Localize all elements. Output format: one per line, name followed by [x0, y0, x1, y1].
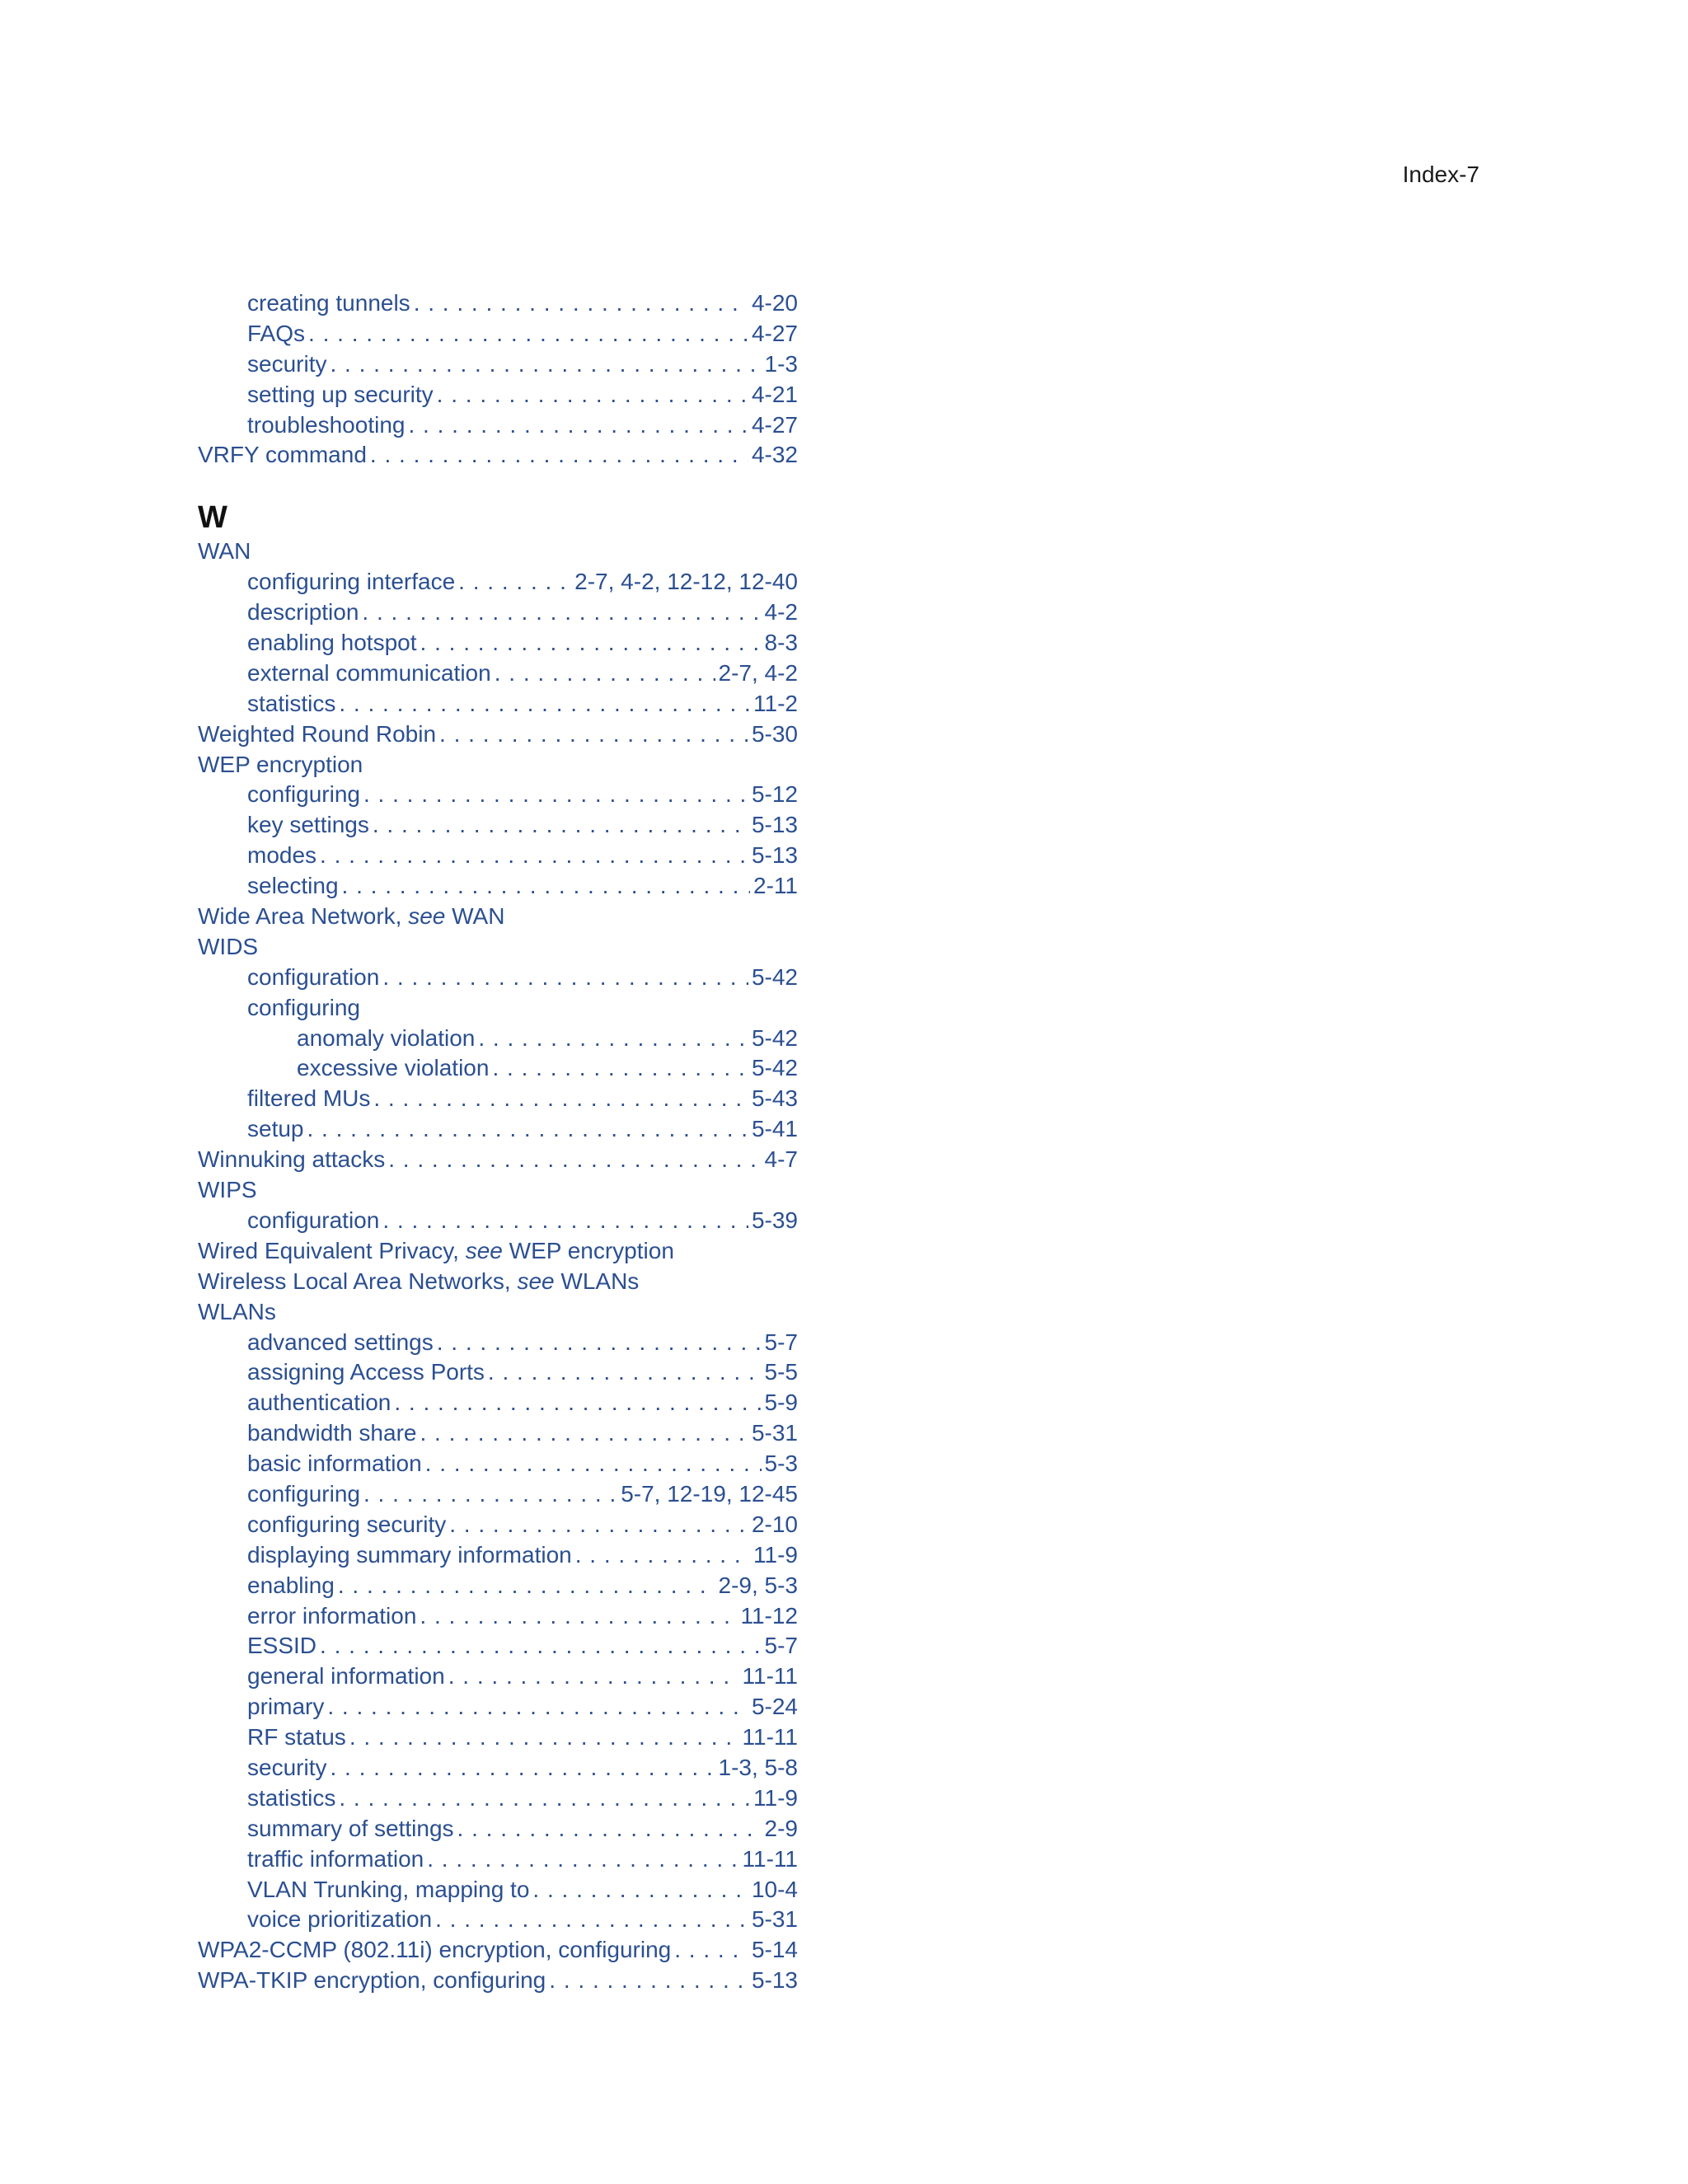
page-reference: 5-24	[751, 1694, 798, 1720]
index-entry	[198, 1357, 798, 1388]
dot-leader	[394, 1388, 761, 1418]
index-term	[247, 810, 369, 841]
page-reference: 10-4	[751, 1876, 798, 1902]
page-reference: 4-32	[751, 442, 798, 468]
index-term	[247, 1661, 445, 1692]
index-term-text: FAQs	[247, 320, 306, 346]
dot-leader	[339, 1783, 750, 1814]
index-term	[247, 871, 339, 902]
dot-leader	[362, 598, 761, 628]
index-term	[247, 1601, 416, 1632]
index-term-text: security	[247, 350, 327, 377]
index-entry	[198, 628, 798, 658]
page-reference: 1-3, 5-8	[718, 1754, 798, 1780]
index-entry	[198, 1631, 798, 1661]
index-term	[297, 1053, 489, 1084]
index-entry	[198, 1175, 798, 1206]
see-reference: see	[408, 903, 446, 930]
index-entry	[198, 719, 798, 750]
dot-leader	[420, 628, 762, 658]
index-term-text: WPA-TKIP encryption, configuring	[198, 1967, 546, 1994]
dot-leader	[492, 1053, 748, 1084]
index-term	[247, 288, 410, 319]
index-term-text: enabling	[247, 1572, 335, 1598]
index-entry	[198, 871, 798, 902]
index-entry	[198, 380, 798, 410]
index-term	[198, 1175, 257, 1206]
index-term-text: RF status	[247, 1724, 346, 1750]
page-reference: 2-11	[753, 873, 798, 899]
page-reference: 4-27	[751, 320, 798, 346]
index-entry	[198, 1418, 798, 1449]
index-entry	[198, 1905, 798, 1935]
index-entry	[198, 1297, 798, 1328]
index-term	[247, 1875, 529, 1905]
index-term-text: description	[247, 599, 359, 626]
dot-leader	[427, 1844, 738, 1875]
page-reference: 5-31	[751, 1906, 798, 1933]
dot-leader	[308, 319, 748, 349]
page-reference: 5-13	[751, 842, 798, 869]
index-term	[247, 1114, 304, 1145]
page-reference: 5-3	[764, 1451, 798, 1477]
index-entry	[198, 810, 798, 841]
index-term-text: WIDS	[198, 933, 259, 959]
index-term-text: external communication	[247, 659, 491, 686]
index-term	[247, 1540, 572, 1571]
index-term-text: Weighted Round Robin	[198, 720, 437, 747]
index-term-text: configuring	[247, 994, 360, 1020]
dot-leader	[373, 810, 748, 841]
index-term	[247, 598, 359, 628]
dot-leader	[342, 871, 751, 902]
dot-leader	[408, 410, 748, 441]
index-term-text: creating tunnels	[247, 290, 410, 316]
dot-leader	[575, 1540, 750, 1571]
index-term-text: troubleshooting	[247, 411, 406, 438]
dot-leader	[674, 1935, 748, 1966]
index-letter-heading: W	[198, 500, 227, 536]
index-entry	[198, 1114, 798, 1145]
index-term	[247, 628, 417, 658]
page-reference: 11-9	[753, 1784, 798, 1811]
index-term-text: anomaly violation	[297, 1024, 476, 1051]
index-entry	[198, 1692, 798, 1722]
index-term	[198, 1145, 385, 1175]
index-term-text: statistics	[247, 1784, 336, 1811]
index-entry	[198, 689, 798, 719]
index-term	[247, 1571, 335, 1601]
index-term-text: security	[247, 1754, 327, 1780]
see-reference: see	[465, 1237, 503, 1263]
index-entry	[198, 658, 798, 689]
index-term-text: selecting	[247, 873, 339, 899]
dot-leader	[437, 380, 748, 410]
page-reference: 4-27	[751, 411, 798, 438]
index-term	[247, 1814, 454, 1844]
index-term	[247, 1844, 424, 1875]
dot-leader	[388, 1145, 761, 1175]
page-reference: 1-3	[764, 350, 798, 377]
index-entry	[198, 349, 798, 380]
index-entry	[198, 1053, 798, 1084]
page-reference: 11-9	[753, 1541, 798, 1568]
page-reference: 4-21	[751, 381, 798, 407]
index-term	[247, 1783, 335, 1814]
index-term	[247, 1631, 316, 1661]
dot-leader	[330, 349, 761, 380]
index-term	[247, 1388, 391, 1418]
index-entry	[198, 1540, 798, 1571]
index-entry	[198, 1783, 798, 1814]
dot-leader	[414, 288, 748, 319]
index-entry	[198, 567, 798, 598]
page-reference: 5-7	[764, 1329, 798, 1355]
dot-leader	[339, 689, 750, 719]
index-term	[247, 1206, 379, 1236]
dot-leader	[363, 1479, 617, 1510]
index-term	[198, 1966, 546, 1996]
index-term-text: excessive violation	[297, 1055, 490, 1081]
page-reference: 5-13	[751, 812, 798, 838]
index-term-text: authentication	[247, 1390, 392, 1416]
page-reference: 5-5	[764, 1359, 798, 1385]
index-term-text: basic information	[247, 1451, 422, 1477]
see-reference: see	[517, 1268, 555, 1294]
dot-leader	[425, 1449, 762, 1479]
dot-leader	[338, 1571, 715, 1601]
dot-leader	[373, 1084, 748, 1114]
index-entry	[198, 1267, 798, 1297]
index-term	[247, 349, 326, 380]
index-term-text: setup	[247, 1116, 304, 1142]
index-entry	[198, 902, 798, 932]
dot-leader	[532, 1875, 748, 1905]
index-term-text: Wired Equivalent Privacy,	[198, 1237, 459, 1263]
dot-leader	[327, 1692, 748, 1722]
dot-leader	[363, 780, 748, 810]
dot-leader	[437, 1328, 762, 1358]
index-term-text: configuring interface	[247, 569, 456, 595]
index-term	[247, 567, 455, 598]
dot-leader	[488, 1357, 762, 1388]
index-entry	[198, 1479, 798, 1510]
index-term-text: setting up security	[247, 381, 434, 407]
index-term-text: configuration	[247, 1207, 380, 1233]
index-entry	[198, 1024, 798, 1054]
index-term	[247, 1084, 370, 1114]
page-reference: 2-7, 4-2, 12-12, 12-40	[574, 569, 798, 595]
index-entry	[198, 841, 798, 871]
index-term-text: traffic information	[247, 1845, 424, 1872]
dot-leader	[549, 1966, 748, 1996]
page-reference: 8-3	[764, 630, 798, 656]
index-term-text: WIPS	[198, 1177, 257, 1203]
page-reference: 11-11	[742, 1724, 798, 1750]
page-reference: 2-10	[751, 1511, 798, 1537]
dot-leader	[420, 1601, 737, 1632]
page-reference: 5-7, 12-19, 12-45	[621, 1480, 798, 1507]
index-term	[247, 963, 379, 993]
index-term	[247, 1449, 422, 1479]
page-reference: 5-39	[751, 1207, 798, 1233]
page-number: Index-7	[1402, 162, 1479, 187]
index-term	[247, 689, 335, 719]
page-reference: 5-42	[751, 1024, 798, 1051]
dot-leader	[458, 567, 571, 598]
index-entry	[198, 1145, 798, 1175]
index-term-text: Wide Area Network,	[198, 903, 402, 930]
page-reference: 5-41	[751, 1116, 798, 1142]
index-term	[198, 902, 504, 932]
index-term	[247, 841, 316, 871]
dot-leader	[420, 1418, 748, 1449]
page-reference: 5-31	[751, 1420, 798, 1446]
index-entry	[198, 319, 798, 349]
index-term-text: enabling hotspot	[247, 630, 417, 656]
index-entry	[198, 1966, 798, 1996]
index-term-text: error information	[247, 1602, 417, 1629]
index-entry	[198, 993, 798, 1024]
index-entry	[198, 537, 798, 567]
index-term-text: displaying summary information	[247, 1541, 572, 1568]
index-entry	[198, 963, 798, 993]
page-reference: 2-7, 4-2	[718, 659, 798, 686]
index-entry	[198, 598, 798, 628]
see-target: WAN	[452, 903, 505, 930]
index-entry	[198, 1753, 798, 1783]
page-reference: 11-11	[742, 1845, 798, 1872]
index-entry	[198, 780, 798, 810]
index-term	[247, 1357, 485, 1388]
index-term-text: general information	[247, 1663, 445, 1690]
index-term	[247, 1479, 360, 1510]
index-term-text: WEP encryption	[198, 751, 363, 777]
page-reference: 5-30	[751, 720, 798, 747]
index-term	[247, 1692, 324, 1722]
page-reference: 5-43	[751, 1085, 798, 1112]
index-term	[198, 440, 367, 471]
page-reference: 11-11	[742, 1663, 798, 1690]
index-term	[247, 1753, 326, 1783]
page-reference: 5-42	[751, 963, 798, 990]
index-entry	[198, 1844, 798, 1875]
index-term	[247, 1418, 416, 1449]
page-reference: 11-12	[740, 1602, 798, 1629]
dot-leader	[478, 1024, 748, 1054]
dot-leader	[349, 1722, 739, 1753]
index-term-text: voice prioritization	[247, 1906, 433, 1933]
index-term	[247, 1722, 346, 1753]
index-term	[247, 780, 360, 810]
see-target: WLANs	[560, 1268, 640, 1294]
index-entry	[198, 440, 798, 471]
index-term	[198, 1236, 674, 1267]
index-term-text: WLANs	[198, 1298, 276, 1324]
index-term-text: configuring security	[247, 1511, 447, 1537]
index-term-text: summary of settings	[247, 1815, 454, 1841]
dot-leader	[382, 963, 748, 993]
index-entry	[198, 1510, 798, 1540]
index-entry	[198, 1236, 798, 1267]
dot-leader	[307, 1114, 748, 1145]
index-term-text: bandwidth share	[247, 1420, 417, 1446]
index-term-text: assigning Access Ports	[247, 1359, 485, 1385]
index-term-text: advanced settings	[247, 1329, 434, 1355]
index-term	[247, 658, 491, 689]
index-entry	[198, 750, 798, 780]
index-term	[198, 750, 363, 780]
index-entry	[198, 932, 798, 963]
index-entry	[198, 1571, 798, 1601]
index-entry	[198, 1449, 798, 1479]
index-term	[198, 1935, 671, 1966]
page-reference: 4-7	[764, 1146, 798, 1173]
index-entry	[198, 1601, 798, 1632]
index-term-text: VLAN Trunking, mapping to	[247, 1876, 530, 1902]
index-term	[198, 932, 258, 963]
index-term	[247, 319, 305, 349]
dot-leader	[449, 1510, 748, 1540]
index-term	[247, 1328, 434, 1358]
page-reference: 5-14	[751, 1937, 798, 1963]
index-entry	[198, 1722, 798, 1753]
dot-leader	[448, 1661, 739, 1692]
page-reference: 5-9	[764, 1390, 798, 1416]
page-reference: 5-12	[751, 781, 798, 808]
index-term	[247, 1510, 446, 1540]
dot-leader	[320, 1631, 762, 1661]
index-entry	[198, 1661, 798, 1692]
index-term-text: modes	[247, 842, 317, 869]
dot-leader	[330, 1753, 715, 1783]
index-term-text: configuring	[247, 1480, 360, 1507]
index-term	[198, 1267, 639, 1297]
index-entry	[198, 1084, 798, 1114]
dot-leader	[370, 440, 748, 471]
index-term	[247, 380, 434, 410]
dot-leader	[439, 719, 748, 750]
index-term	[297, 1024, 475, 1054]
dot-leader	[457, 1814, 762, 1844]
index-term-text: primary	[247, 1694, 325, 1720]
index-term-text: filtered MUs	[247, 1085, 371, 1112]
index-term	[198, 719, 436, 750]
index-entry	[198, 1935, 798, 1966]
index-term-text: VRFY command	[198, 442, 367, 468]
page-reference: 11-2	[753, 690, 798, 716]
index-term-text: WPA2-CCMP (802.11i) encryption, configuring	[198, 1937, 672, 1963]
index-term	[247, 993, 360, 1024]
dot-leader	[495, 658, 715, 689]
index-entry	[198, 1875, 798, 1905]
page-reference: 5-13	[751, 1967, 798, 1994]
index-term-text: Winnuking attacks	[198, 1146, 386, 1173]
page-reference: 4-20	[751, 290, 798, 316]
index-term	[198, 1297, 276, 1328]
page-reference: 5-42	[751, 1055, 798, 1081]
index-term	[247, 410, 405, 441]
index-term-text: Wireless Local Area Networks,	[198, 1268, 511, 1294]
dot-leader	[435, 1905, 748, 1935]
index-term	[247, 1905, 432, 1935]
index-term-text: configuring	[247, 781, 360, 808]
index-term-text: configuration	[247, 963, 380, 990]
see-target: WEP encryption	[509, 1237, 674, 1263]
page-reference: 2-9	[764, 1815, 798, 1841]
index-entry	[198, 410, 798, 441]
dot-leader	[382, 1206, 748, 1236]
index-entry	[198, 1388, 798, 1418]
index-term-text: statistics	[247, 690, 336, 716]
dot-leader	[320, 841, 748, 871]
index-entry	[198, 1328, 798, 1358]
page-reference: 5-7	[764, 1633, 798, 1659]
index-column	[198, 288, 798, 1996]
index-entry	[198, 1814, 798, 1844]
index-term	[198, 537, 251, 567]
index-entry	[198, 1206, 798, 1236]
page-reference: 2-9, 5-3	[718, 1572, 798, 1598]
page-reference: 4-2	[764, 599, 798, 626]
index-term-text: key settings	[247, 812, 369, 838]
index-term-text: WAN	[198, 538, 251, 565]
index-term-text: ESSID	[247, 1633, 317, 1659]
index-entry	[198, 288, 798, 319]
